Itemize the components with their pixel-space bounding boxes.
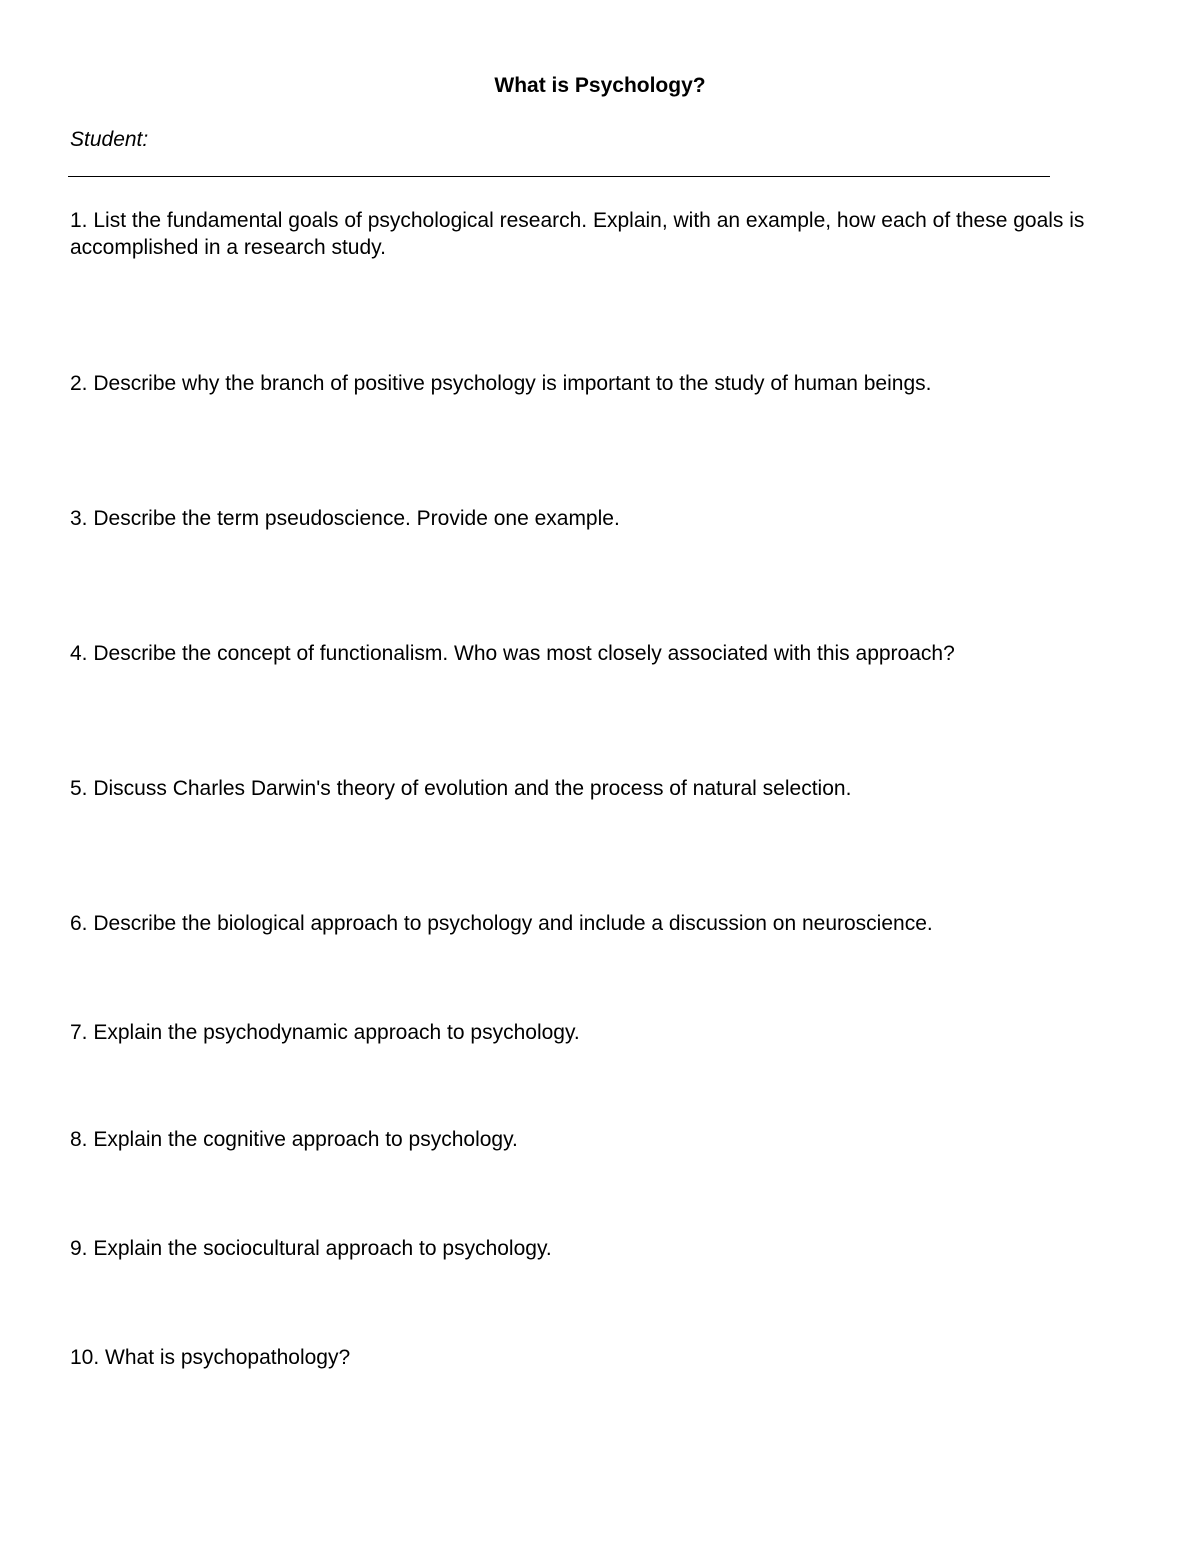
question-4: 4. Describe the concept of functionalism. Who was most closely associated with this approach?	[70, 642, 955, 665]
question-9: 9. Explain the sociocultural approach to psychology.	[70, 1237, 552, 1260]
question-2: 2. Describe why the branch of positive psychology is important to the study of human beings.	[70, 372, 932, 395]
question-5: 5. Discuss Charles Darwin's theory of evolution and the process of natural selection.	[70, 777, 852, 800]
page-title: What is Psychology?	[494, 74, 706, 97]
question-3: 3. Describe the term pseudoscience. Provide one example.	[70, 507, 620, 530]
question-8: 8. Explain the cognitive approach to psychology.	[70, 1128, 518, 1151]
question-6: 6. Describe the biological approach to psychology and include a discussion on neuroscience.	[70, 912, 933, 935]
student-label: Student:	[70, 128, 149, 151]
question-10: 10. What is psychopathology?	[70, 1346, 351, 1369]
question-7: 7. Explain the psychodynamic approach to psychology.	[70, 1021, 580, 1044]
question-1: 1. List the fundamental goals of psychological research. Explain, with an example, how each of these goals is accomplished in a research study.	[70, 209, 1085, 259]
student-name-line	[68, 176, 1050, 177]
